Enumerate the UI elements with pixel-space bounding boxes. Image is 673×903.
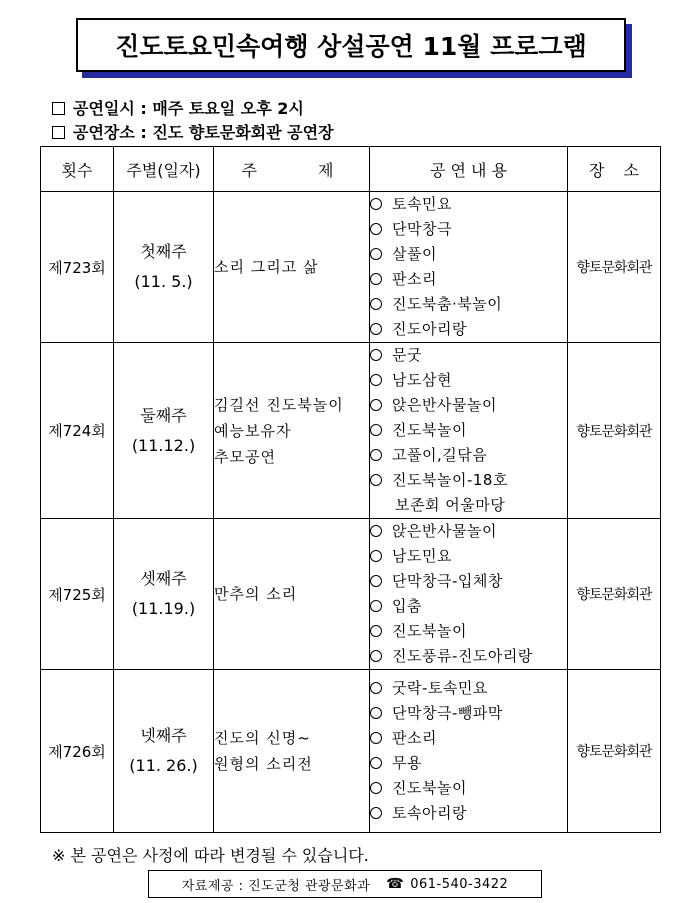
header-round: 횟수 <box>41 147 114 192</box>
list-item <box>370 776 567 801</box>
week-label: 둘째주 <box>140 405 187 425</box>
item-text: 진도북놀이 <box>392 622 467 640</box>
list-item <box>370 443 567 468</box>
table-header-row <box>41 147 661 192</box>
page-title: 진도토요민속여행 상설공연 11월 프로그램 <box>115 32 587 61</box>
circle-bullet-icon <box>370 349 382 361</box>
list-item <box>370 544 567 569</box>
round-cell: 제723회 <box>41 192 114 343</box>
table-row <box>41 519 661 670</box>
list-item <box>370 192 567 217</box>
program-table <box>40 146 661 833</box>
week-label: 셋째주 <box>140 569 187 588</box>
week-date: (11.19.) <box>131 599 196 618</box>
item-text: 진도북놀이 <box>392 779 467 797</box>
circle-bullet-icon <box>370 474 382 486</box>
content-cell <box>370 192 568 343</box>
item-text: 진도북놀이-18호 <box>392 471 508 489</box>
change-notice: ※ 본 공연은 사정에 따라 변경될 수 있습니다. <box>52 846 369 865</box>
week-cell <box>114 192 214 343</box>
place-label: 공연장소 : <box>73 123 147 142</box>
circle-bullet-icon <box>370 707 382 719</box>
place-value: 진도 향토문화회관 공연장 <box>152 123 334 142</box>
circle-bullet-icon <box>370 757 382 769</box>
list-item <box>370 619 567 644</box>
circle-bullet-icon <box>370 374 382 386</box>
week-cell <box>114 343 214 519</box>
list-item <box>370 569 567 594</box>
telephone-icon: ☎ <box>386 876 405 892</box>
item-text: 문굿 <box>392 346 422 364</box>
list-item <box>370 343 567 368</box>
circle-bullet-icon <box>370 323 382 335</box>
theme-line: 예능보유자 <box>214 421 292 440</box>
circle-bullet-icon <box>370 807 382 819</box>
circle-bullet-icon <box>370 600 382 612</box>
header-venue: 장 소 <box>568 147 661 192</box>
square-bullet-icon <box>52 102 65 115</box>
theme-line: 원형의 소리전 <box>214 755 313 773</box>
item-text: 단막창극 <box>392 220 452 238</box>
theme-line: 추모공연 <box>214 447 276 466</box>
item-text: 앉은반사물놀이 <box>392 522 497 540</box>
date-value: 매주 토요일 오후 2시 <box>152 99 304 118</box>
item-text: 남도삼현 <box>392 371 452 389</box>
header-theme: 주 제 <box>214 147 370 192</box>
item-text: 토속아리랑 <box>392 804 467 822</box>
circle-bullet-icon <box>370 273 382 285</box>
item-text: 앉은반사물놀이 <box>392 396 497 414</box>
list-item <box>370 726 567 751</box>
date-label: 공연일시 : <box>73 99 147 118</box>
theme-line: 김길선 진도북놀이 <box>214 395 344 414</box>
item-text: 굿락-토속민요 <box>392 679 488 697</box>
item-text: 무용 <box>392 754 422 772</box>
item-text: 진도북놀이 <box>392 421 467 439</box>
title-box <box>76 18 626 72</box>
source-box <box>148 870 542 898</box>
item-text: 판소리 <box>392 729 437 747</box>
theme-cell <box>214 343 370 519</box>
week-date: (11. 5.) <box>134 272 193 291</box>
circle-bullet-icon <box>370 248 382 260</box>
source-phone: 061-540-3422 <box>410 876 509 892</box>
list-item <box>370 292 567 317</box>
circle-bullet-icon <box>370 732 382 744</box>
list-item <box>370 267 567 292</box>
venue-cell: 향토문화회관 <box>568 192 661 343</box>
item-text: 진도아리랑 <box>392 320 467 338</box>
table-row <box>41 670 661 833</box>
header-content: 공 연 내 용 <box>370 147 568 192</box>
circle-bullet-icon <box>370 782 382 794</box>
square-bullet-icon <box>52 126 65 139</box>
content-cell <box>370 670 568 833</box>
circle-bullet-icon <box>370 625 382 637</box>
list-item <box>370 242 567 267</box>
list-item <box>370 393 567 418</box>
round-cell: 제725회 <box>41 519 114 670</box>
list-item <box>370 418 567 443</box>
item-text: 남도민요 <box>392 547 452 565</box>
performance-place-line <box>52 120 334 143</box>
list-item-continuation: 보존회 어울마당 <box>395 496 506 514</box>
circle-bullet-icon <box>370 198 382 210</box>
item-text: 판소리 <box>392 270 437 288</box>
content-cell <box>370 343 568 519</box>
list-item <box>370 594 567 619</box>
circle-bullet-icon <box>370 223 382 235</box>
item-text: 진도풍류-진도아리랑 <box>392 647 533 665</box>
week-label: 넷째주 <box>140 726 187 745</box>
table-row <box>41 192 661 343</box>
circle-bullet-icon <box>370 525 382 537</box>
circle-bullet-icon <box>370 449 382 461</box>
list-item <box>370 701 567 726</box>
week-cell <box>114 519 214 670</box>
list-item <box>370 676 567 701</box>
circle-bullet-icon <box>370 550 382 562</box>
theme-line: 만추의 소리 <box>214 585 298 603</box>
content-cell <box>370 519 568 670</box>
theme-line: 소리 그리고 삶 <box>214 258 319 276</box>
theme-cell <box>214 192 370 343</box>
list-item <box>370 644 567 669</box>
item-text: 살풀이 <box>392 245 437 263</box>
week-label: 첫째주 <box>140 242 187 261</box>
list-item <box>370 368 567 393</box>
circle-bullet-icon <box>370 298 382 310</box>
item-text: 입춤 <box>392 597 422 615</box>
item-text: 토속민요 <box>392 195 452 213</box>
theme-line: 진도의 신명~ <box>214 729 311 747</box>
item-text: 단막창극-뺑파막 <box>392 704 503 722</box>
theme-cell <box>214 519 370 670</box>
theme-cell <box>214 670 370 833</box>
circle-bullet-icon <box>370 575 382 587</box>
week-cell <box>114 670 214 833</box>
list-item <box>370 317 567 342</box>
venue-cell: 향토문화회관 <box>568 343 661 519</box>
table-row <box>41 343 661 519</box>
list-item <box>370 751 567 776</box>
week-date: (11. 26.) <box>129 756 198 775</box>
week-date: (11.12.) <box>131 435 196 455</box>
round-cell: 제724회 <box>41 343 114 519</box>
circle-bullet-icon <box>370 682 382 694</box>
header-week: 주별(일자) <box>114 147 214 192</box>
list-item <box>370 801 567 826</box>
round-cell: 제726회 <box>41 670 114 833</box>
list-item <box>370 468 567 493</box>
circle-bullet-icon <box>370 399 382 411</box>
item-text: 고풀이,길닦음 <box>392 446 488 464</box>
venue-cell: 향토문화회관 <box>568 519 661 670</box>
list-item <box>370 217 567 242</box>
list-item <box>370 519 567 544</box>
item-text: 단막창극-입체창 <box>392 572 503 590</box>
item-text: 진도북춤·북놀이 <box>392 295 503 313</box>
venue-cell: 향토문화회관 <box>568 670 661 833</box>
source-label: 자료제공 : 진도군청 관광문화과 <box>181 878 371 894</box>
performance-date-line <box>52 96 304 119</box>
circle-bullet-icon <box>370 650 382 662</box>
circle-bullet-icon <box>370 424 382 436</box>
